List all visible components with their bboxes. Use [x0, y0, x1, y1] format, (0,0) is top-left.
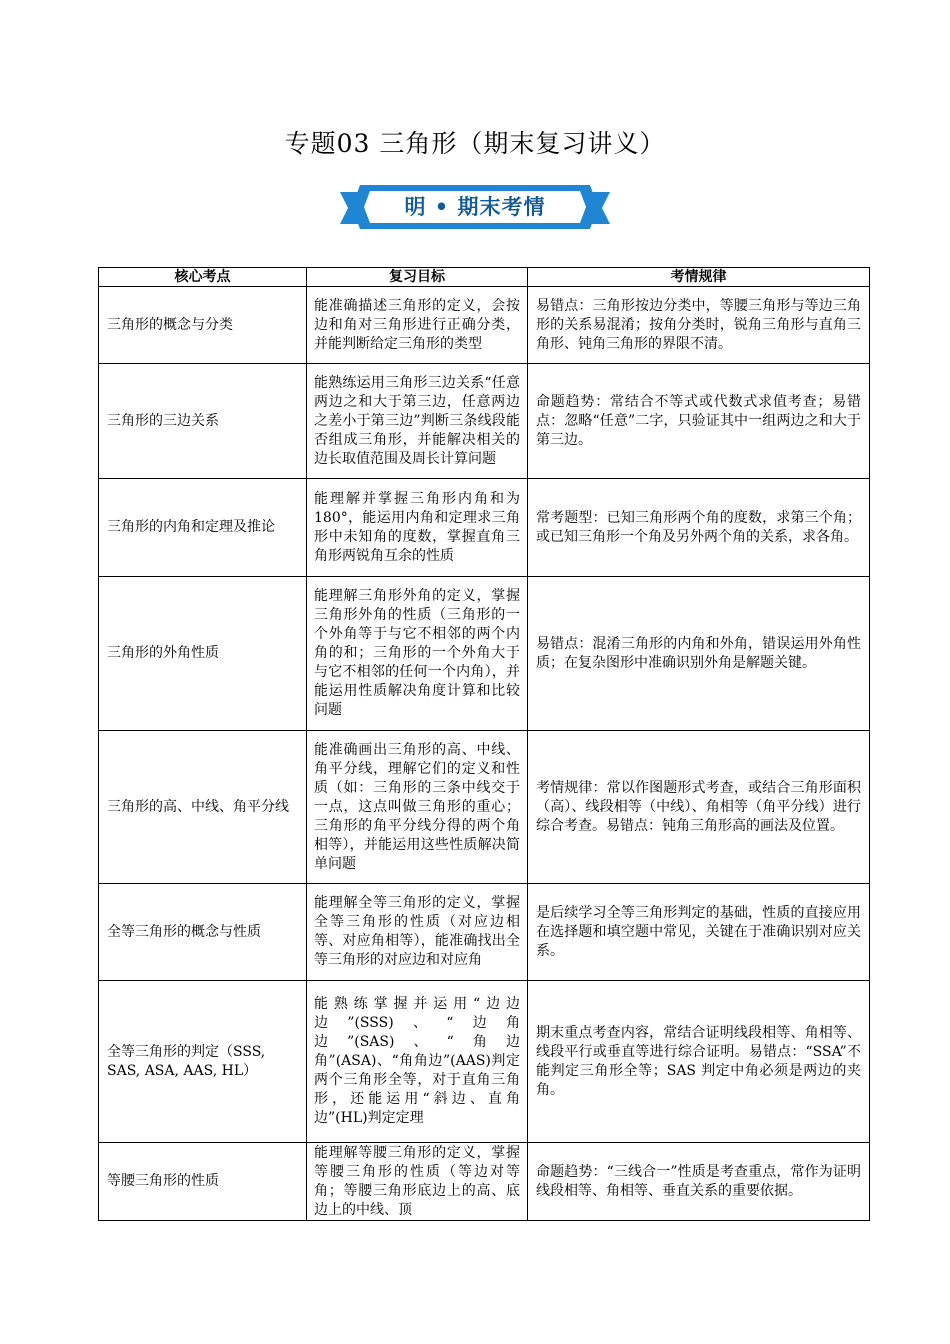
table-row [99, 287, 870, 364]
table-row [99, 981, 870, 1143]
cell-topic: 等腰三角形的性质 [99, 1143, 307, 1221]
header-review-goal: 复习目标 [307, 268, 528, 287]
cell-pattern: 易错点：三角形按边分类中，等腰三角形与等边三角形的关系易混淆；按角分类时，锐角三角形与直角三角形、钝角三角形的界限不清。 [528, 287, 870, 364]
cell-goal: 能理解并掌握三角形内角和为 180°，能运用内角和定理求三角形中未知角的度数，掌握直角三角形两锐角互余的性质 [307, 479, 528, 577]
table-row [99, 479, 870, 577]
cell-topic: 三角形的概念与分类 [99, 287, 307, 364]
cell-goal: 能理解全等三角形的定义，掌握全等三角形的性质（对应边相等、对应角相等），能准确找出全等三角形的对应边和对应角 [307, 884, 528, 981]
table-row [99, 731, 870, 884]
table-header-row [99, 268, 870, 287]
table-row [99, 577, 870, 731]
cell-goal: 能理解等腰三角形的定义，掌握等腰三角形的性质（等边对等角；等腰三角形底边上的高、底边上的中线、顶 [307, 1143, 528, 1221]
header-exam-pattern: 考情规律 [528, 268, 870, 287]
cell-pattern: 命题趋势：常结合不等式或代数式求值考查；易错点：忽略“任意”二字，只验证其中一组两边之和大于第三边。 [528, 364, 870, 479]
cell-goal: 能准确描述三角形的定义，会按边和角对三角形进行正确分类，并能判断给定三角形的类型 [307, 287, 528, 364]
cell-pattern: 考情规律：常以作图题形式考查，或结合三角形面积（高）、线段相等（中线）、角相等（角平分线）进行综合考查。易错点：钝角三角形高的画法及位置。 [528, 731, 870, 884]
cell-pattern: 常考题型：已知三角形两个角的度数，求第三个角；或已知三角形一个角及另外两个角的关系，求各角。 [528, 479, 870, 577]
table-row [99, 884, 870, 981]
cell-topic: 全等三角形的概念与性质 [99, 884, 307, 981]
page-title: 专题03 三角形（期末复习讲义） [284, 129, 666, 158]
cell-goal: 能熟练掌握并运用“边边边”(SSS)、“边角边”(SAS)、“角边角”(ASA)、“角角边”(AAS)判定两个三角形全等，对于直角三角形，还能运用“斜边、直角边”(HL)判定定理 [307, 981, 528, 1143]
banner-label: 明 • 期末考情 [404, 195, 546, 219]
exam-overview-table [98, 267, 870, 1221]
cell-topic: 三角形的外角性质 [99, 577, 307, 731]
header-core-topic: 核心考点 [99, 268, 307, 287]
cell-topic: 三角形的内角和定理及推论 [99, 479, 307, 577]
cell-topic: 三角形的高、中线、角平分线 [99, 731, 307, 884]
cell-goal: 能理解三角形外角的定义，掌握三角形外角的性质（三角形的一个外角等于与它不相邻的两个内角的和；三角形的一个外角大于与它不相邻的任何一个内角），并能运用性质解决角度计算和比较问题 [307, 577, 528, 731]
cell-goal: 能熟练运用三角形三边关系“任意两边之和大于第三边，任意两边之差小于第三边”判断三条线段能否组成三角形，并能解决相关的边长取值范围及周长计算问题 [307, 364, 528, 479]
cell-pattern: 易错点：混淆三角形的内角和外角，错误运用外角性质；在复杂图形中准确识别外角是解题关键。 [528, 577, 870, 731]
cell-pattern: 是后续学习全等三角形判定的基础，性质的直接应用在选择题和填空题中常见，关键在于准确识别对应关系。 [528, 884, 870, 981]
cell-topic: 三角形的三边关系 [99, 364, 307, 479]
cell-topic: 全等三角形的判定（SSS, SAS, ASA, AAS, HL） [99, 981, 307, 1143]
cell-goal: 能准确画出三角形的高、中线、角平分线，理解它们的定义和性质（如：三角形的三条中线交于一点，这点叫做三角形的重心；三角形的角平分线分得的两个角相等），并能运用这些性质解决简单问题 [307, 731, 528, 884]
cell-pattern: 期末重点考查内容，常结合证明线段相等、角相等、线段平行或垂直等进行综合证明。易错点：“SSA”不能判定三角形全等；SAS 判定中角必须是两边的夹角。 [528, 981, 870, 1143]
cell-pattern: 命题趋势：“三线合一”性质是考查重点，常作为证明线段相等、角相等、垂直关系的重要依据。 [528, 1143, 870, 1221]
section-banner [340, 182, 610, 232]
table-row [99, 364, 870, 479]
table-row [99, 1143, 870, 1221]
